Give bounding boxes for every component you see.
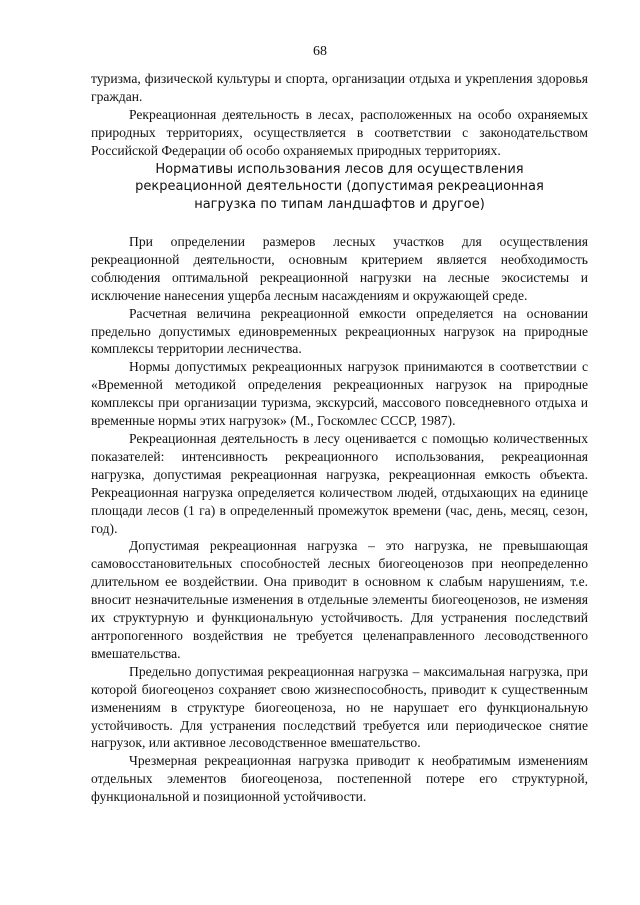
section-heading (91, 161, 588, 214)
paragraph-capacity: Расчетная величина рекреационной емкости определяется на основании предельно допустимых единовременных рекреационных нагрузок на природные комплексы территории лесничества. (91, 305, 588, 357)
section-heading-line: рекреационной деятельности (допустимая рекреационная (135, 179, 544, 195)
paragraph-allowable-load: Допустимая рекреационная нагрузка – это нагрузка, не превышающая самовосстановительных способностей лесных биогеоценозов при неопределенно длительном ее воздействии. Она приводит в основном к слабым нарушениям, т.е. вносит незначительные изменения в отдельные элементы биогеоценозов, не изменяя их структурную и функциональную устойчивость. Для устранения последствий антропогенного воздействия не требуется целенаправленного лесоводственного вмешательства. (91, 538, 588, 661)
section-heading-line: нагрузка по типам ландшафтов и другое) (194, 196, 485, 212)
paragraph-criteria: При определении размеров лесных участков для осуществления рекреационной деятельности, основным критерием является необходимость соблюдения оптимальной рекреационной нагрузки на лесные экосистемы и исключение нанесения ущерба лесным насаждениям и окружающей среде. (91, 234, 588, 303)
paragraph-protected-territories: Рекреационная деятельность в лесах, расположенных на особо охраняемых природных территориях, осуществляется в соответствии с законодательством Российской Федерации об особо охраняемых природных территориях. (91, 106, 588, 158)
paragraph-excessive-load: Чрезмерная рекреационная нагрузка приводит к необратимым изменениям отдельных элементов биогеоценоза, постепенной потере его структурной, функциональной и позиционной устойчивости. (91, 753, 588, 805)
page-number: 68 (313, 44, 327, 59)
paragraph-norms: Нормы допустимых рекреационных нагрузок принимаются в соответствии с «Временной методикой определения рекреационных нагрузок на природные комплексы при организации туризма, экскурсий, массового повседневного отдыха и временные нормы этих нагрузок» (М., Госкомлес СССР, 1987). (91, 359, 588, 429)
paragraph-continuation: туризма, физической культуры и спорта, организации отдыха и укрепления здоровья граждан. (91, 71, 588, 104)
document-body (91, 70, 588, 806)
paragraph-maximum-load: Предельно допустимая рекреационная нагрузка – максимальная нагрузка, при которой биогеоценоз сохраняет свою жизнеспособность, приводит к существенным изменениям в структуре биогеоценоза, но не нарушает его функциональную устойчивость. Для устранения последствий требуется или периодическое снятие нагрузок, или активное лесоводственное вмешательство. (91, 663, 588, 751)
paragraph-indicators: Рекреационная деятельность в лесу оценивается с помощью количественных показателей: интенсивность рекреационного использования, рекреационная нагрузка, допустимая рекреационная нагрузка, рекреационная емкость объекта. Рекреационная нагрузка определяется количеством людей, отдыхающих на единице площади лесов (1 га) в определенный промежуток времени (час, день, месяц, сезон, год). (91, 431, 588, 536)
heading-spacer (91, 213, 588, 233)
section-heading-line: Нормативы использования лесов для осуществления (155, 161, 524, 177)
